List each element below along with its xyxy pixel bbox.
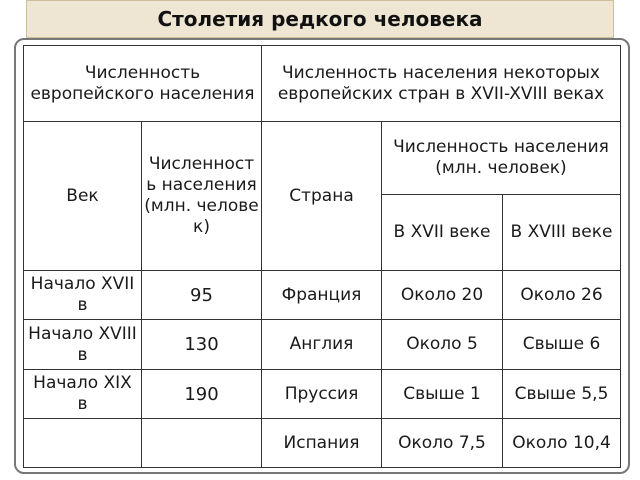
header-century: Век: [24, 122, 142, 271]
table-row: [24, 370, 621, 419]
century-cell: Начало XVII в: [24, 271, 142, 320]
xviii-cell: Около 26: [503, 271, 621, 320]
xvii-cell: Около 5: [382, 320, 503, 370]
header-row-2: [24, 122, 621, 195]
header-country: Страна: [262, 122, 382, 271]
header-row-1: [24, 46, 621, 122]
population-cell: [142, 419, 262, 468]
xvii-cell: Около 7,5: [382, 419, 503, 468]
xviii-cell: Около 10,4: [503, 419, 621, 468]
country-cell: Франция: [262, 271, 382, 320]
country-cell: Испания: [262, 419, 382, 468]
century-cell: [24, 419, 142, 468]
century-cell: Начало XIX в: [24, 370, 142, 419]
xviii-cell: Свыше 6: [503, 320, 621, 370]
table-row: [24, 271, 621, 320]
header-european-population: Численность европейского населения: [24, 46, 262, 122]
page-title: Столетия редкого человека: [157, 7, 483, 31]
title-banner: [26, 0, 614, 38]
header-population-group: Численность населения (млн. человек): [382, 122, 621, 195]
population-cell: 190: [142, 370, 262, 419]
century-cell: Начало XVIII в: [24, 320, 142, 370]
population-table: [23, 45, 621, 468]
table-row: [24, 419, 621, 468]
header-population: Численность населения (млн. человек): [142, 122, 262, 271]
header-xviii-century: В XVIII веке: [503, 195, 621, 271]
xvii-cell: Свыше 1: [382, 370, 503, 419]
population-cell: 130: [142, 320, 262, 370]
xvii-cell: Около 20: [382, 271, 503, 320]
header-xvii-century: В XVII веке: [382, 195, 503, 271]
country-cell: Англия: [262, 320, 382, 370]
header-countries-population: Численность населения некоторых европейских стран в XVII-XVIII веках: [262, 46, 621, 122]
country-cell: Пруссия: [262, 370, 382, 419]
xviii-cell: Свыше 5,5: [503, 370, 621, 419]
table-row: [24, 320, 621, 370]
population-cell: 95: [142, 271, 262, 320]
